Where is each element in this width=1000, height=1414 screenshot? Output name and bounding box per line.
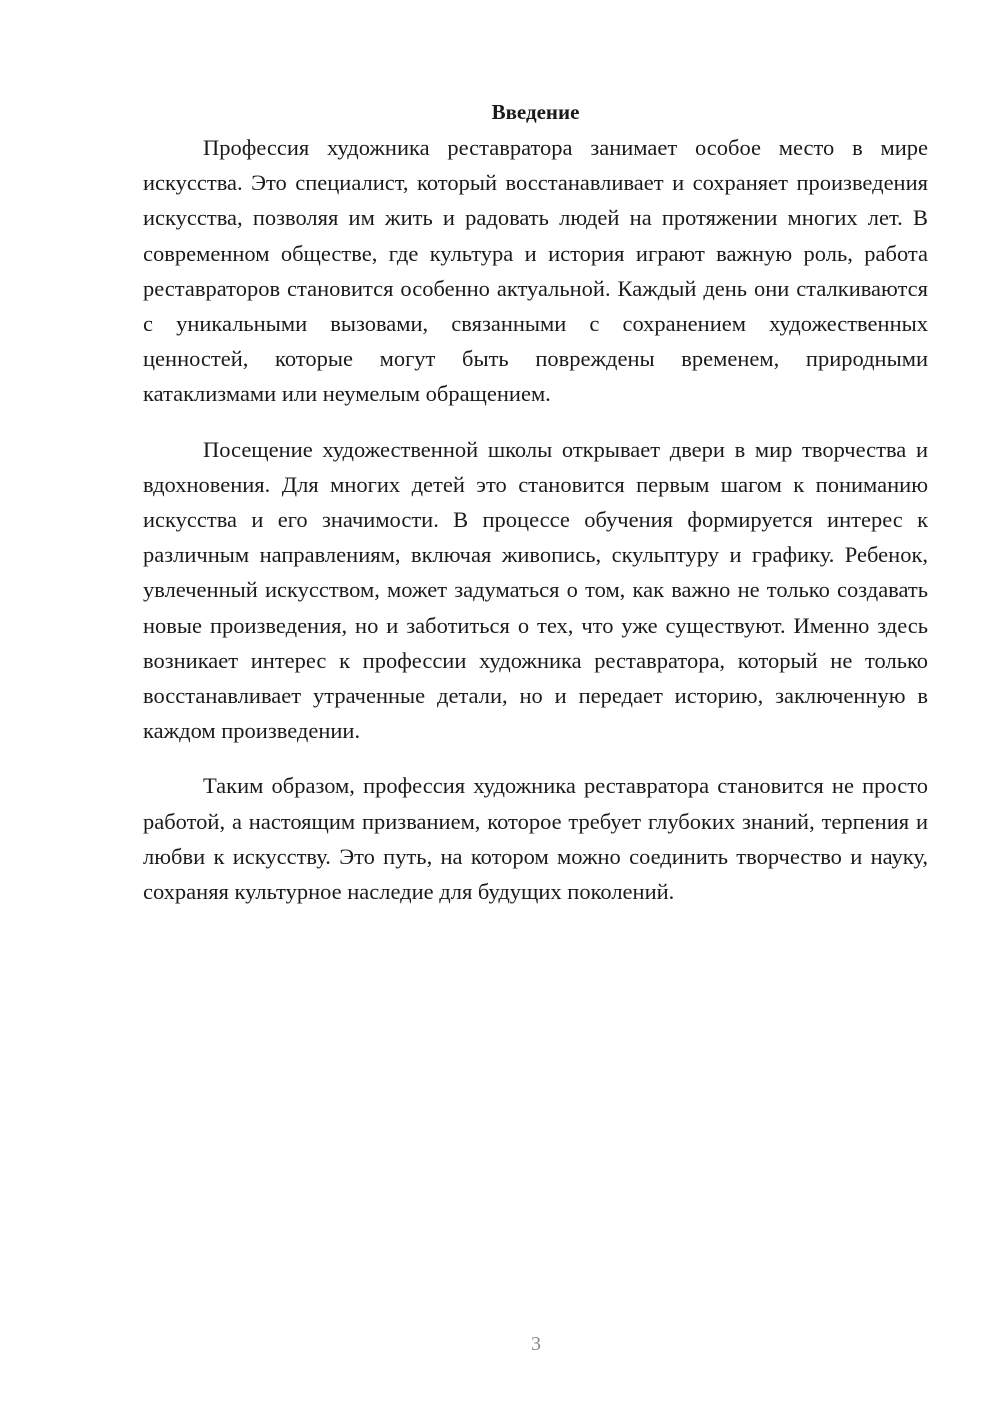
paragraph-2: Посещение художественной школы открывает двери в мир творчества и вдохновения. Для многих детей это становится первым шагом к пониманию искусства и его значимости. В процессе обучения формируется интерес к различным направлениям, включая живопись, скульптуру и графику. Ребенок, увлеченный искусством, может задуматься о том, как важно не только создавать новые произведения, но и заботиться о тех, что уже существуют. Именно здесь возникает интерес к профессии художника реставратора, который не только восстанавливает утраченные детали, но и передает историю, заключенную в каждом произведении. xyxy=(143,436,928,744)
section-title: Введение xyxy=(491,100,580,124)
paragraph-3: Таким образом, профессия художника реставратора становится не просто работой, а настоящим призванием, которое требует глубоких знаний, терпения и любви к искусству. Это путь, на котором можно соединить творчество и науку, сохраняя культурное наследие для будущих поколений. xyxy=(143,773,928,905)
paragraph-1: Профессия художника реставратора занимает особое место в мире искусства. Это специалист, который восстанавливает и сохраняет произведения искусства, позволяя им жить и радовать людей на протяжении многих лет. В современном обществе, где культура и история играют важную роль, работа реставраторов становится особенно актуальной. Каждый день они сталкиваются с уникальными вызовами, связанными с сохранением художественных ценностей, которые могут быть повреждены временем, природными катаклизмами или неумелым обращением. xyxy=(143,135,928,407)
page-content xyxy=(143,95,928,909)
page-number: 3 xyxy=(531,1333,541,1355)
